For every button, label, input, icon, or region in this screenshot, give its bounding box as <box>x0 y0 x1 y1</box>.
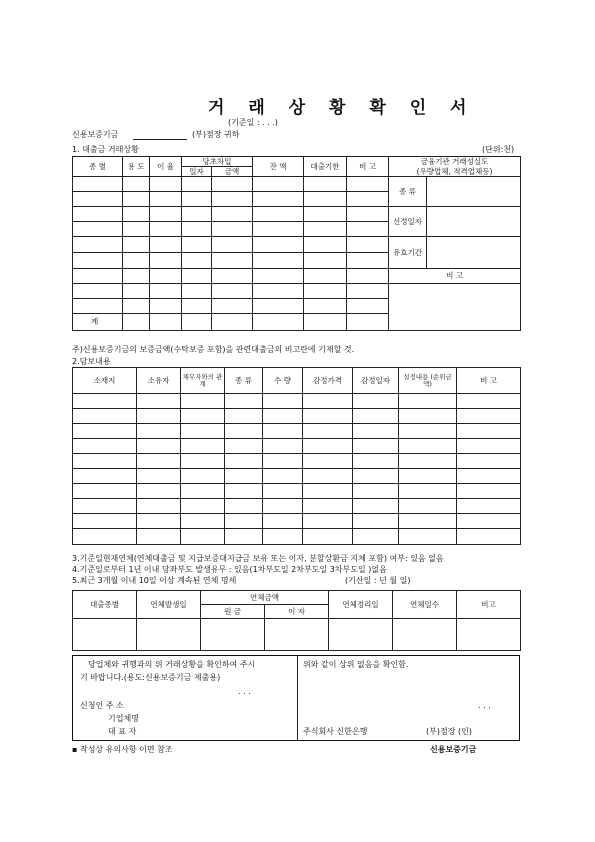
header-bank-group-title: 금융기관 거래성실도 <box>420 157 489 166</box>
item5-base: (기산일 : 년 월 일) <box>345 576 411 585</box>
c-header-location: 소재지 <box>73 368 137 394</box>
footer-org: 신용보증기금 <box>430 745 477 754</box>
table-row <box>73 409 521 424</box>
c-header-setting: 설정내용 (순위금액) <box>399 368 457 394</box>
table-row <box>73 439 521 454</box>
side-label-date: 선정일자 <box>389 207 427 237</box>
header-balance: 잔 액 <box>253 157 304 177</box>
collateral-table <box>72 367 521 545</box>
o-header-amount: 연체금액 <box>201 591 329 605</box>
header-date: 일자 <box>182 167 212 177</box>
item5: 5.최근 3개월 이내 10일 이상 계속된 연체 명세 <box>72 576 237 585</box>
request-line2: 기 바랍니다.(용도:신용보증기금 제출용) <box>80 673 221 682</box>
o-header-days: 연체일수 <box>393 591 457 619</box>
bank-name: 주식회사 신한은행 <box>303 727 368 736</box>
table-row <box>73 619 521 651</box>
request-dots: . . . <box>238 687 251 696</box>
side-note: 비 고 <box>389 269 521 284</box>
table-row <box>73 207 521 222</box>
header-amount: 금액 <box>212 167 253 177</box>
header-bank-group <box>389 157 521 177</box>
table-row <box>73 424 521 439</box>
header-bank-group-sub: (우량업체, 적격업체등) <box>416 166 493 176</box>
base-date: (기준일 : . . .) <box>228 118 278 127</box>
header-first-exec: 당초차입 <box>182 157 253 167</box>
item3: 3.기준일현재연체(연체대출금 및 지급보증대지급금 보유 또는 이자, 분할상환금 지체 포함) 여부: 있음 없음 <box>72 554 444 563</box>
header-use: 용 도 <box>123 157 150 177</box>
table-row <box>73 484 521 499</box>
total-label: 계 <box>73 314 123 331</box>
table-row <box>73 499 521 514</box>
confirm-dots: . . . <box>478 701 491 710</box>
table-row <box>73 529 521 545</box>
c-header-appraisal: 감정가격 <box>303 368 353 394</box>
header-note: 비 고 <box>347 157 389 177</box>
o-header-kind: 대출종별 <box>73 591 137 619</box>
document-title: 거 래 상 황 확 인 서 <box>208 98 476 118</box>
c-header-note: 비 고 <box>457 368 521 394</box>
footer-note: ▪ 작성상 유의사항 이면 참조 <box>72 745 173 754</box>
o-header-interest: 이 자 <box>265 605 329 619</box>
item4: 4.기준일로부터 1년 이내 당좌부도 발생유무 : 있음(1차부도일 2차부도일 3차부도일 )없음 <box>72 565 387 574</box>
applicant-address: 신청인 주 소 <box>80 701 124 710</box>
header-kind: 종 별 <box>73 157 123 177</box>
o-header-clear: 연체정리일 <box>329 591 393 619</box>
c-header-type: 종 류 <box>225 368 263 394</box>
table-row <box>73 237 521 253</box>
table-row <box>73 394 521 409</box>
loan-table <box>72 156 521 331</box>
table-row <box>73 269 521 284</box>
table-row <box>73 454 521 469</box>
overdue-table <box>72 590 521 651</box>
c-header-appraisal-date: 감정일자 <box>353 368 399 394</box>
header-rate: 이 율 <box>150 157 182 177</box>
representative: 대 표 자 <box>108 727 137 736</box>
c-header-relation: 채무자와의 관 계 <box>181 368 225 394</box>
section2-heading: 2.담보내용 <box>72 357 111 366</box>
o-header-start: 연체발생일 <box>137 591 201 619</box>
table-row <box>73 177 521 192</box>
o-header-principal: 원 금 <box>201 605 265 619</box>
table-row <box>73 514 521 529</box>
company-name: 기업체명 <box>108 714 139 723</box>
c-header-owner: 소유자 <box>137 368 181 394</box>
bank-sign: (부)점장 (인) <box>426 727 472 736</box>
addressee-suffix: (부)점장 귀하 <box>192 130 240 139</box>
request-line1: 당업체와 귀행과의 위 거래상황을 확인하여 주시 <box>88 660 256 669</box>
addressee-org: 신용보증기금 <box>72 130 119 139</box>
section1-footnote: 주)신용보증기금의 보증금액(수탁보증 포함)을 관련대출금의 비고란에 기재할 것. <box>72 345 355 354</box>
confirm-line1: 위와 같이 상위 없음을 확인함. <box>303 660 409 669</box>
c-header-qty: 수 량 <box>263 368 303 394</box>
addressee-blank <box>133 139 187 140</box>
section1-unit: (단위:천) <box>482 145 515 154</box>
side-label-kind: 종 류 <box>389 177 427 207</box>
section1-heading: 1. 대출금 거래상황 <box>72 145 139 154</box>
side-label-period: 유효기간 <box>389 237 427 269</box>
header-due: 대출기한 <box>304 157 347 177</box>
o-header-note: 비고 <box>457 591 521 619</box>
table-row <box>73 284 521 299</box>
signature-divider <box>297 656 298 740</box>
table-row <box>73 469 521 484</box>
